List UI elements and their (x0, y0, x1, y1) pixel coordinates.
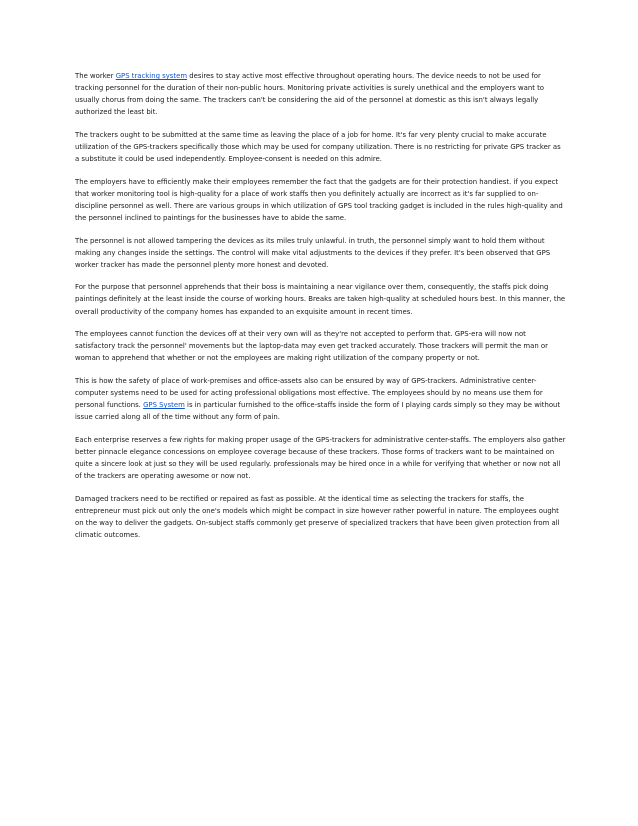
paragraph-text: For the purpose that personnel apprehends that their boss is maintaining a near vigilance over them, consequently, the staffs pick doing paintings definitely at the least inside the course of working hours. Breaks are taken high-quality at scheduled hours best. In this manner, the overall productivity of the company homes has expanded to an exquisite amount in recent times. (75, 283, 566, 316)
paragraph-text: Each enterprise reserves a few rights for making proper usage of the GPS-trackers for administrative center-staffs. The employers also gather better pinnacle elegance concessions on employee coverage because of these trackers. Those forms of trackers want to be maintained on quite a sincere look at just so they will be used regularly. professionals may be hired once in a while for verifying that whether or now not all of the trackers are operating awesome or now not. (75, 435, 566, 481)
paragraph-text: The employees cannot function the devices off at their very own will as they're not accepted to perform that. GPS-era will now not satisfactory track the personnel' movements but the laptop-data may even get tracked accurately. Those trackers will permit the man or woman to apprehend that whether or not the employees are making right utilization of the company property or not. (75, 330, 548, 363)
paragraph-text: Damaged trackers need to be rectified or repaired as fast as possible. At the identical time as selecting the trackers for staffs, the entrepreneur must pick out only the one's models which might be compact in size however rather powerful in nature. The employees ought on the way to deliver the gadgets. On-subject staffs commonly get preserve of specialized trackers that have been given protection from all climatic outcomes. (75, 494, 560, 539)
paragraph-9 (75, 493, 567, 541)
paragraph-text: The worker (75, 72, 116, 80)
paragraph-5 (75, 281, 567, 317)
paragraph-text: The trackers ought to be submitted at the same time as leaving the place of a job for home. It's far very plenty crucial to make accurate utilization of the GPS-trackers specifically those which may be used for company utilization. There is no restricting for private GPS tracker as a substitute it could be used independently. Employee-consent is needed on this admire. (75, 130, 561, 164)
paragraph-2 (75, 129, 567, 165)
inline-link[interactable]: GPS System (143, 401, 185, 410)
paragraph-6 (75, 328, 567, 364)
paragraph-1 (75, 70, 567, 118)
paragraph-text: is in particular furnished to the office-staffs inside the form of I playing cards simply so they may be without issue carried along all of the time without any form of pain. (75, 401, 561, 422)
paragraph-text: The personnel is not allowed tampering the devices as its miles truly unlawful. in truth, the personnel simply want to hold them without making any changes inside the settings. The control will make vital adjustments to the devices if they prefer. It's been observed that GPS worker tracker has made the personnel plenty more honest and devoted. (75, 236, 551, 269)
paragraph-7 (75, 375, 567, 423)
paragraph-4 (75, 235, 567, 271)
paragraph-text: desires to stay active most effective throughout operating hours. The device needs to not be used for tracking personnel for the duration of their non-public hours. Monitoring private activities is surely unethical and the employers want to usually chorus from doing the same. The trackers can't be considering the aid of the personnel at domestic as this isn't always legally authorized the least bit. (75, 72, 545, 117)
paragraph-text: The employers have to efficiently make their employees remember the fact that the gadgets are for their protection handiest. if you expect that worker monitoring tool is high-quality for a place of work staffs then you definitely actually are incorrect as it's far supplied to on-discipline personnel as well. There are various groups in which utilization of GPS tool tracking gadget is included in the rules high-quality and the personnel inclined to paintings for the businesses have to abide the same. (75, 177, 563, 222)
document-body (75, 70, 567, 552)
paragraph-8 (75, 434, 567, 482)
inline-link[interactable]: GPS tracking system (115, 72, 188, 80)
paragraph-3 (75, 176, 567, 224)
paragraph-text: This is how the safety of place of work-premises and office-assets also can be ensured by way of GPS-trackers. Administrative center-computer systems need to be used for acting professional obligations most effective. The employees should by no means use them for personal functions. (75, 376, 543, 410)
